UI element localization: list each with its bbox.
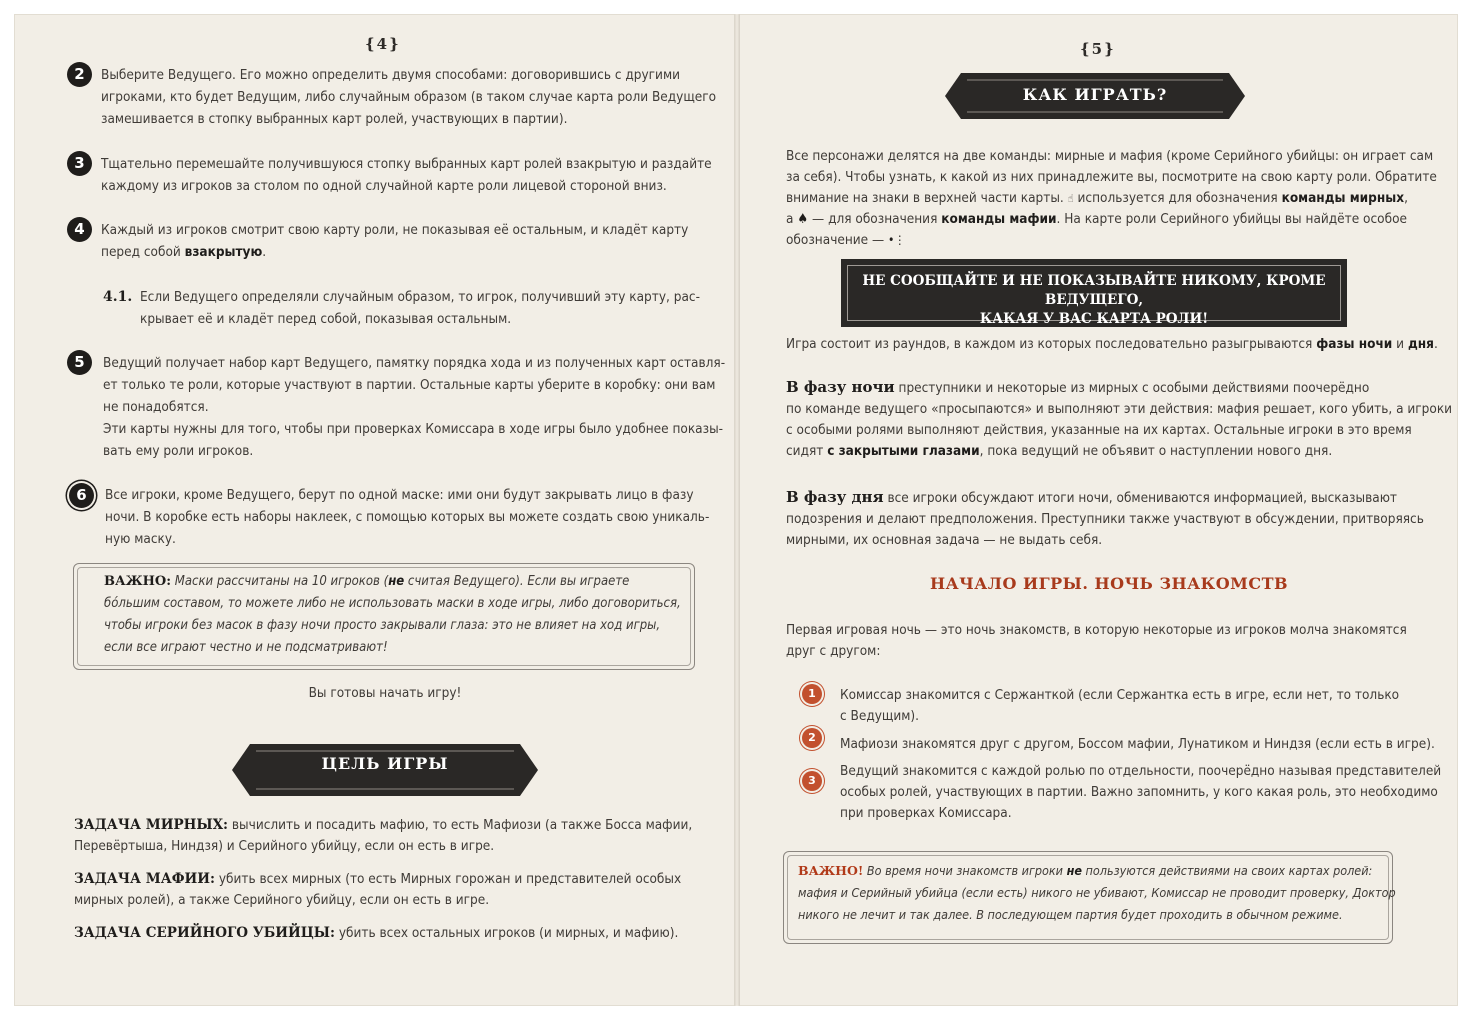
ready-text: Вы готовы начать игру! — [308, 685, 462, 701]
important-night-text: ВАЖНО! Во время ночи знакомств игроки не пользуются действиями на своих картах ролей: мафия и Серийный убийца (если есть) никого не убивают, Комиссар не проводит проверку, Доктор никого не лечит и так далее. В последующем партия будет проходить в обычном режиме. — [798, 863, 1396, 922]
step-5-text: Ведущий получает набор карт Ведущего, памятку порядка хода и из полученных карт оставля- ет только те роли, которые участвуют в партии. Остальные карты уберите в коробку: они вам не понадобятся. Эти карты нужны для того, чтобы при проверках Комиссара в ходе игры было удобнее показы- вать ему роли игроков. — [103, 355, 726, 459]
step-number-badge: 3 — [67, 151, 92, 176]
step-6-text: Все игроки, кроме Ведущего, берут по одной маске: ими они будут закрывать лицо в фазу ночи. В коробке есть наборы наклеек, с помощью которых вы можете создать свою уникаль- ную маску. — [105, 487, 710, 547]
page-number-right: {5} — [1080, 40, 1116, 58]
step-4-text: Каждый из игроков смотрит свою карту роли, не показывая её остальным, и кладёт карту перед собой взакрытую. — [101, 222, 689, 260]
start-game-heading: НАЧАЛО ИГРЫ. НОЧЬ ЗНАКОМСТВ — [930, 574, 1288, 593]
goal-serial-killer: ЗАДАЧА СЕРИЙНОГО УБИЙЦЫ: убить всех остальных игроков (и мирных, и мафию). — [74, 925, 679, 941]
rounds-text: Игра состоит из раундов, в каждом из которых последовательно разыгрываются фазы ночи и дня. — [786, 336, 1438, 352]
step-number-badge: 4 — [67, 217, 92, 242]
book-fold — [734, 14, 740, 1006]
night-step-badge: 2 — [802, 728, 822, 748]
how-to-play-title: КАК ИГРАТЬ? — [1022, 85, 1168, 104]
goal-banner-title: ЦЕЛЬ ИГРЫ — [321, 754, 449, 773]
day-phase-text: В фазу дня все игроки обсуждают итоги ночи, обмениваются информацией, высказывают подозрения и делают предположения. Преступники также участвуют в обсуждении, притворяясь мирными, их основная задача — не выдать себя. — [786, 488, 1424, 548]
step-number-badge: 2 — [67, 62, 92, 87]
important-note-text: ВАЖНО: Маски рассчитаны на 10 игроков (не считая Ведущего). Если вы играете бо́льшим составом, то можете либо не использовать маски в ходе игры, либо договориться, чтобы игроки без масок в фазу ночи просто закрывали глаза: это не влияет на ход игры, если все играют честно и не подсматривают! — [104, 574, 681, 655]
step-4-1-text: Если Ведущего определяли случайным образом, то игрок, получивший эту карту, рас- крывает её и кладёт перед собой, показывая остальным. — [140, 289, 700, 327]
step-3-text: Тщательно перемешайте получившуюся стопку выбранных карт ролей взакрытую и раздайте каждому из игроков за столом по одной случайной карте роли лицевой стороной вниз. — [101, 156, 712, 194]
night-step-badge: 1 — [802, 684, 822, 704]
teams-intro: Все персонажи делятся на две команды: мирные и мафия (кроме Серийного убийцы: он играет сам за себя). Чтобы узнать, к какой из них принадлежите вы, посмотрите на свою карту роли. Обратите внимание на знаки в верхней части карты. ☝ используется для обозначения команды мирных, а ♠ — для обозначения команды мафии. На карте роли Серийного убийцы вы найдёте особое обозначение — •⋮ — [786, 148, 1437, 248]
first-night-intro: Первая игровая ночь — это ночь знакомств, в которую некоторые из игроков молча знакомятся друг с другом: — [786, 622, 1407, 659]
footprints-icon: •⋮ — [888, 233, 906, 247]
night-step-badge: 3 — [802, 771, 822, 791]
night-step-1: Комиссар знакомится с Сержанткой (если Сержантка есть в игре, если нет, то только с Ведущим). — [840, 687, 1400, 724]
night-phase-text: В фазу ночи преступники и некоторые из мирных с особыми действиями поочерёдно по команде ведущего «просыпаются» и выполняют эти действия: мафия решает, кого убить, а игроки с особыми ролями выполняют действия, указанные на их картах. Остальные игроки в это время сидят с закрытыми глазами, пока ведущий не объявит о наступлении нового дня. — [786, 378, 1453, 459]
goal-mafia: ЗАДАЧА МАФИИ: убить всех мирных (то есть Мирных горожан и представителей особых мирных ролей), а также Серийного убийцу, если он есть в игре. — [74, 871, 682, 908]
step-number-badge: 5 — [67, 350, 92, 375]
peace-team-icon: ☝ — [1067, 192, 1074, 205]
step-2-text: Выберите Ведущего. Его можно определить двумя способами: договорившись с другими игроками, кто будет Ведущим, либо случайным образом (в таком случае карта роли Ведущего замешивается в стопку выбранных карт ролей, участвующих в партии). — [101, 67, 717, 127]
warning-box: НЕ СООБЩАЙТЕ И НЕ ПОКАЗЫВАЙТЕ НИКОМУ, КРОМЕ ВЕДУЩЕГО, КАКАЯ У ВАС КАРТА РОЛИ! — [841, 259, 1347, 327]
goal-peaceful: ЗАДАЧА МИРНЫХ: вычислить и посадить мафию, то есть Мафиози (а также Босса мафии, Перевёртыша, Ниндзя) и Серийного убийцу, если он есть в игре. — [74, 817, 693, 854]
substep-number: 4.1. — [103, 289, 133, 305]
night-step-2: Мафиози знакомятся друг с другом, Боссом мафии, Лунатиком и Ниндзя (если есть в игре). — [840, 736, 1435, 752]
spade-mafia-icon: ♠ — [797, 211, 809, 227]
step-number-badge: 6 — [69, 483, 94, 508]
night-step-3: Ведущий знакомится с каждой ролью по отдельности, поочерёдно называя представителей особых ролей, участвующих в партии. Важно запомнить, у кого какая роль, это необходимо при проверках Комиссара. — [840, 763, 1442, 821]
page-number-left: {4} — [365, 35, 401, 53]
